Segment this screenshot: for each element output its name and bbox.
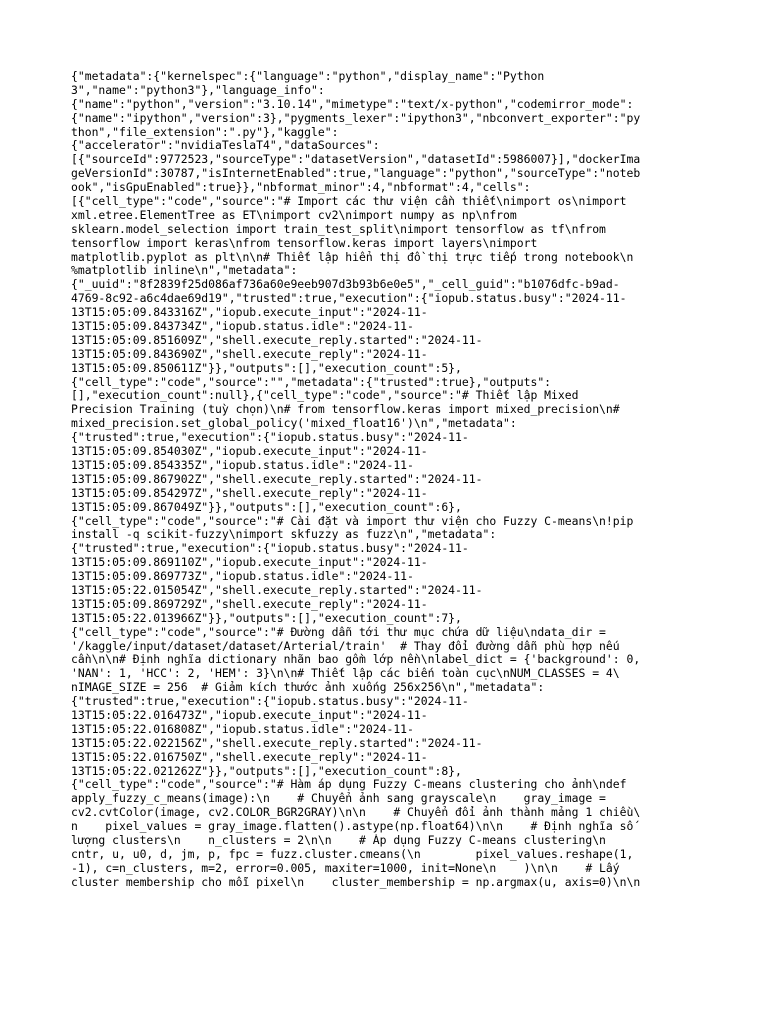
text-line: xml.etree.ElementTree as ET\nimport cv2\nimport numpy as np\nfrom (71, 208, 517, 222)
text-line: matplotlib.pyplot as plt\n\n# Thiết lập hiển thị đồ thị trực tiếp trong notebook\n (71, 250, 634, 264)
text-line: '/kaggle/input/dataset/dataset/Arterial/train' # Thay đổi đường dẫn phù hợp nếu (71, 639, 620, 653)
text-line: {"cell_type":"code","source":"# Hàm áp dụng Fuzzy C-means clustering cho ảnh\ndef (71, 778, 627, 792)
text-line: 13T15:05:09.850611Z"}},"outputs":[],"execution_count":5}, (71, 361, 462, 375)
text-line: {"accelerator":"nvidiaTeslaT4","dataSources": (71, 139, 380, 153)
text-line: nIMAGE_SIZE = 256 # Giảm kích thước ảnh xuống 256x256\n","metadata": (71, 681, 545, 695)
text-line: 13T15:05:09.843734Z","iopub.status.idle":"2024-11- (71, 320, 414, 334)
text-line: 13T15:05:22.021262Z"}},"outputs":[],"execution_count":8}, (71, 764, 462, 778)
text-line: {"name":"ipython","version":3},"pygments_lexer":"ipython3","nbconvert_exporter":"py (71, 111, 641, 125)
text-line: {"cell_type":"code","source":"# Đường dẫn tới thư mục chứa dữ liệu\ndata_dir = (71, 625, 606, 639)
text-line: cntr, u, u0, d, jm, p, fpc = fuzz.cluster.cmeans(\n pixel_values.reshape(1, (71, 847, 634, 861)
text-line: Precision Training (tuỳ chọn)\n# from tensorflow.keras import mixed_precision\n# (71, 403, 620, 417)
text-line: 13T15:05:09.843690Z","shell.execute_reply":"2024-11- (71, 347, 428, 361)
text-line (71, 917, 703, 931)
text-line: cv2.cvtColor(image, cv2.COLOR_BGR2GRAY)\n\n # Chuyển đổi ảnh thành mảng 1 chiều\ (71, 806, 641, 820)
text-line: cluster membership cho mỗi pixel\n cluster_membership = np.argmax(u, axis=0)\n\n (71, 875, 641, 889)
text-line: ook","isGpuEnabled":true}},"nbformat_minor":4,"nbformat":4,"cells": (71, 181, 531, 195)
text-line: 3","name":"python3"},"language_info": (71, 83, 325, 97)
text-line: [],"execution_count":null},{"cell_type":"code","source":"# Thiết lập Mixed (71, 389, 579, 403)
text-line: tensorflow import keras\nfrom tensorflow.keras import layers\nimport (71, 236, 538, 250)
text-line: n pixel_values = gray_image.flatten().astype(np.float64)\n\n # Định nghĩa số (71, 820, 634, 834)
text-line: {"trusted":true,"execution":{"iopub.status.busy":"2024-11- (71, 542, 469, 556)
text-line: 'NAN': 1, 'HCC': 2, 'HEM': 3}\n\n# Thiết lập các biến toàn cục\nNUM_CLASSES = 4\ (71, 667, 620, 681)
text-line: 13T15:05:22.022156Z","shell.execute_reply.started":"2024-11- (71, 736, 483, 750)
text-line: {"cell_type":"code","source":"","metadata":{"trusted":true},"outputs": (71, 375, 552, 389)
text-line: 13T15:05:09.869110Z","iopub.execute_input":"2024-11- (71, 556, 428, 570)
text-line: [{"sourceId":9772523,"sourceType":"datasetVersion","datasetId":5986007}],"dockerIma (71, 153, 641, 167)
text-line: 13T15:05:09.867902Z","shell.execute_reply.started":"2024-11- (71, 472, 483, 486)
text-line: 13T15:05:09.854297Z","shell.execute_reply":"2024-11- (71, 486, 428, 500)
text-line: {"name":"python","version":"3.10.14","mimetype":"text/x-python","codemirror_mode": (71, 97, 634, 111)
text-line: 13T15:05:22.016808Z","iopub.status.idle":"2024-11- (71, 722, 414, 736)
text-line: 13T15:05:09.854335Z","iopub.status.idle":"2024-11- (71, 458, 414, 472)
text-line (71, 945, 703, 959)
text-line (71, 903, 703, 917)
text-line: install -q scikit-fuzzy\nimport skfuzzy as fuzz\n","metadata": (71, 528, 497, 542)
text-line: -1), c=n_clusters, m=2, error=0.005, maxiter=1000, init=None\n )\n\n # Lấy (71, 861, 620, 875)
text-line: geVersionId":30787,"isInternetEnabled":true,"language":"python","sourceType":"noteb (71, 167, 641, 181)
text-line: 13T15:05:09.867049Z"}},"outputs":[],"execution_count":6}, (71, 500, 462, 514)
text-line: thon","file_extension":".py"},"kaggle": (71, 125, 339, 139)
text-line: {"cell_type":"code","source":"# Cài đặt và import thư viện cho Fuzzy C-means\n!pip (71, 514, 634, 528)
text-line: lượng clusters\n n_clusters = 2\n\n # Áp dụng Fuzzy C-means clustering\n (71, 833, 606, 847)
text-line: apply_fuzzy_c_means(image):\n # Chuyển ảnh sang grayscale\n gray_image = (71, 792, 606, 806)
text-line: {"metadata":{"kernelspec":{"language":"python","display_name":"Python (71, 70, 545, 83)
text-line: 13T15:05:22.015054Z","shell.execute_reply.started":"2024-11- (71, 583, 483, 597)
text-line: sklearn.model_selection import train_test_split\nimport tensorflow as tf\nfrom (71, 222, 606, 236)
document-page (71, 70, 703, 959)
text-line: 13T15:05:09.851609Z","shell.execute_reply.started":"2024-11- (71, 333, 483, 347)
text-line: 13T15:05:09.869729Z","shell.execute_reply":"2024-11- (71, 597, 428, 611)
text-line: {"_uuid":"8f2839f25d086af736a60e9eeb907d3b93b6e0e5","_cell_guid":"b1076dfc-b9ad- (71, 278, 620, 292)
text-line: 13T15:05:22.016473Z","iopub.execute_input":"2024-11- (71, 708, 428, 722)
text-line: 13T15:05:22.016750Z","shell.execute_reply":"2024-11- (71, 750, 428, 764)
text-line: 4769-8c92-a6c4dae69d19","trusted":true,"execution":{"iopub.status.busy":"2024-11- (71, 292, 627, 306)
text-line: [{"cell_type":"code","source":"# Import các thư viện cần thiết\nimport os\nimport (71, 195, 627, 209)
text-line: {"trusted":true,"execution":{"iopub.status.busy":"2024-11- (71, 431, 469, 445)
text-line: %matplotlib inline\n","metadata": (71, 264, 298, 278)
text-line: {"trusted":true,"execution":{"iopub.status.busy":"2024-11- (71, 695, 469, 709)
text-line: 13T15:05:22.013966Z"}},"outputs":[],"execution_count":7}, (71, 611, 462, 625)
text-line (71, 890, 703, 904)
text-line: 13T15:05:09.843316Z","iopub.execute_input":"2024-11- (71, 306, 428, 320)
text-line: cần\n\n# Định nghĩa dictionary nhãn bao gồm lớp nền\nlabel_dict = {'background': 0, (71, 653, 641, 667)
text-line: 13T15:05:09.854030Z","iopub.execute_input":"2024-11- (71, 445, 428, 459)
text-line (71, 931, 703, 945)
text-line: mixed_precision.set_global_policy('mixed_float16')\n","metadata": (71, 417, 517, 431)
text-line: 13T15:05:09.869773Z","iopub.status.idle":"2024-11- (71, 570, 414, 584)
